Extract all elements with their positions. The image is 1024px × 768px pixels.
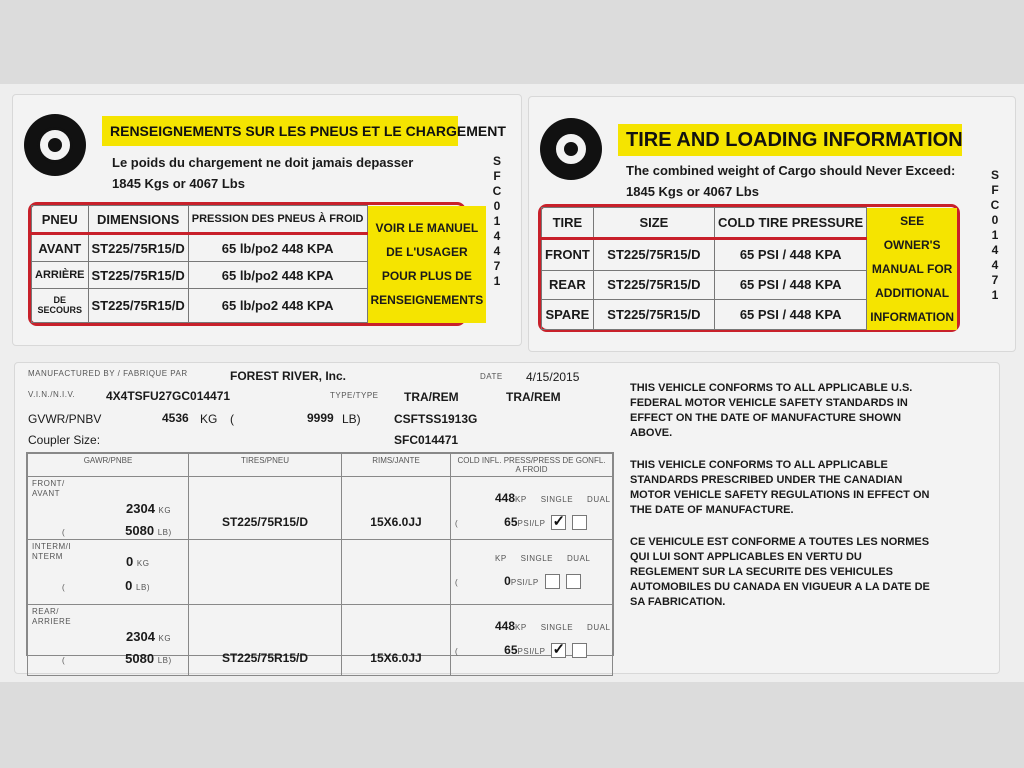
french-side-code-char: 0 (493, 199, 501, 213)
axle-pressure-cell (451, 477, 613, 540)
axle-table (26, 452, 614, 666)
french-side-code-char: 4 (493, 244, 501, 258)
english-side-code-char: 1 (991, 228, 999, 242)
kg-unit: KG (136, 559, 150, 568)
date-label: DATE (480, 372, 503, 381)
dual-label: DUAL (587, 623, 611, 632)
english-title: TIRE AND LOADING INFORMATION (618, 124, 962, 156)
row-front-label: FRONT (542, 239, 594, 270)
kp-unit: KP (495, 554, 507, 563)
french-side-code-char: S (492, 154, 501, 168)
axle-kg: 2304 (126, 629, 155, 644)
french-title: RENSEIGNEMENTS SUR LES PNEUS ET LE CHARGEMENT (102, 116, 458, 146)
tire-icon (24, 114, 86, 176)
axle-lb: 5080 (125, 523, 155, 538)
axle-rim-cell (342, 605, 451, 676)
header-rims: RIMS/JANTE (342, 454, 451, 477)
psi-unit: PSI/LP (510, 578, 539, 587)
french-side-code-char: 4 (493, 229, 501, 243)
axle-psi: 65 (504, 643, 518, 657)
axle-label: INTERM/I NTERM (32, 542, 72, 561)
notices (630, 381, 930, 627)
axle-psi: 0 (504, 574, 511, 588)
row-front-size: ST225/75R15/D (593, 239, 714, 270)
axle-gawr-cell (28, 605, 189, 676)
row-rear-pressure: 65 PSI / 448 KPA (715, 270, 867, 300)
axle-tire-cell (189, 477, 342, 540)
bottom-band (0, 682, 1024, 768)
kp-unit: KP (515, 623, 527, 632)
axle-tire-cell (189, 540, 342, 605)
axle-rim-cell (342, 477, 451, 540)
type-label: TYPE/TYPE (330, 391, 379, 400)
vin-value: 4X4TSFU27GC014471 (106, 389, 231, 403)
axle-rim-cell (342, 540, 451, 605)
header-dimensions: DIMENSIONS (88, 206, 188, 234)
french-side-code-char: 7 (493, 259, 501, 273)
gvwr-kg-unit: KG (200, 412, 218, 426)
axle-kpa: 448 (495, 491, 516, 505)
axle-label: REAR/ ARRIERE (32, 607, 72, 626)
header-size: SIZE (593, 208, 714, 239)
english-side-code-char: F (991, 183, 999, 197)
kp-unit: KP (515, 495, 527, 504)
lb-unit: LB) (136, 583, 150, 592)
english-side-code-char: C (990, 198, 1000, 212)
type-value-1: TRA/REM (404, 390, 459, 404)
row-secours-pressure: 65 lb/po2 448 KPA (188, 288, 367, 322)
english-warning-line2: 1845 Kgs or 4067 Lbs (626, 184, 759, 199)
french-warning-line1: Le poids du chargement ne doit jamais depasser (112, 155, 414, 170)
single-label: SINGLE (540, 623, 574, 632)
psi-unit: PSI/LP (517, 519, 546, 528)
row-rear-label: REAR (542, 270, 594, 300)
english-side-code-char: S (990, 168, 999, 182)
french-side-code-char: C (492, 184, 502, 198)
english-warning-line1: The combined weight of Cargo should Never Exceed: (626, 163, 956, 178)
english-manual-note: SEE OWNER'S MANUAL FOR ADDITIONAL INFORMATION (867, 208, 957, 330)
single-checkbox[interactable] (551, 643, 566, 658)
row-arriere-label: ARRIÈRE (32, 262, 89, 289)
dual-checkbox[interactable] (572, 643, 587, 658)
english-side-code-char: 4 (991, 258, 999, 272)
axle-row (28, 605, 613, 676)
single-checkbox[interactable] (551, 515, 566, 530)
single-checkbox[interactable] (545, 574, 560, 589)
manufacturer-label: MANUFACTURED BY / FABRIQUE PAR (28, 369, 188, 378)
gvwr-label: GVWR/PNBV (28, 412, 102, 426)
english-side-code-char: 4 (991, 243, 999, 257)
axle-row (28, 477, 613, 540)
axle-rim: 15X6.0JJ (370, 651, 422, 665)
row-avant-size: ST225/75R15/D (88, 234, 188, 262)
lb-unit: LB) (157, 656, 172, 665)
english-warning (626, 160, 955, 202)
axle-row (28, 540, 613, 605)
dual-label: DUAL (567, 554, 591, 563)
header-gawr: GAWR/PNBE (28, 454, 189, 477)
header-pressure: COLD INFL. PRESS/PRESS DE GONFL. A FROID (451, 454, 613, 477)
row-secours-size: ST225/75R15/D (88, 288, 188, 322)
kg-unit: KG (158, 506, 172, 515)
axle-gawr-cell (28, 477, 189, 540)
axle-rim: 15X6.0JJ (370, 515, 422, 529)
gvwr-kg: 4536 (162, 411, 189, 425)
dual-checkbox[interactable] (566, 574, 581, 589)
axle-label: FRONT/ AVANT (32, 479, 65, 498)
row-avant-pressure: 65 lb/po2 448 KPA (188, 234, 367, 262)
row-spare-pressure: 65 PSI / 448 KPA (715, 300, 867, 330)
english-side-code-char: 7 (991, 273, 999, 287)
type-value-2: TRA/REM (506, 390, 561, 404)
gvwr-lb: 9999 (307, 411, 334, 425)
french-manual-note: VOIR LE MANUEL DE L'USAGER POUR PLUS DE RENSEIGNEMENTS (367, 206, 486, 323)
coupler-label: Coupler Size: (28, 433, 101, 447)
axle-tire: ST225/75R15/D (221, 515, 309, 529)
french-side-code (490, 154, 504, 289)
axle-pressure-cell (451, 540, 613, 605)
french-side-code-char: F (493, 169, 501, 183)
french-warning-line2: 1845 Kgs or 4067 Lbs (112, 176, 245, 191)
single-label: SINGLE (540, 495, 574, 504)
axle-kg: 2304 (126, 501, 155, 516)
tire-icon (540, 118, 602, 180)
paren: ( (62, 583, 66, 592)
gvwr-lb-unit: LB) (342, 412, 361, 426)
row-secours-label: DE SECOURS (32, 288, 89, 322)
french-tire-table (28, 202, 484, 326)
french-warning (112, 152, 413, 194)
notice-fr: CE VEHICULE EST CONFORME A TOUTES LES NORMES QUI LUI SONT APPLICABLES EN VERTU DU REGLEMENT SUR LA SECURITE DES VEHICULES AUTOMOBILES DU CANADA EN VIGUEUR A LA DATE DE SA FABRICATION. (630, 536, 930, 608)
french-side-code-char: 1 (493, 274, 501, 288)
kg-unit: KG (158, 634, 172, 643)
axle-lb: 0 (125, 578, 133, 593)
row-rear-size: ST225/75R15/D (593, 270, 714, 300)
dual-label: DUAL (587, 495, 611, 504)
code-1: CSFTSS1913G (394, 412, 478, 426)
english-side-code-char: 1 (991, 288, 999, 302)
axle-gawr-cell (28, 540, 189, 605)
row-avant-label: AVANT (32, 234, 89, 262)
english-side-code (988, 168, 1002, 303)
gvwr-paren: ( (230, 412, 234, 426)
english-side-code-char: 0 (991, 213, 999, 227)
row-front-pressure: 65 PSI / 448 KPA (715, 239, 867, 270)
axle-tire: ST225/75R15/D (221, 651, 309, 665)
header-cold-pressure: COLD TIRE PRESSURE (715, 208, 867, 239)
axle-tire-cell (189, 605, 342, 676)
paren: ( (62, 656, 66, 665)
english-tire-table (538, 204, 960, 332)
vin-label: V.I.N./N.I.V. (28, 390, 76, 399)
header-pneu: PNEU (32, 206, 89, 234)
header-tires: TIRES/PNEU (189, 454, 342, 477)
axle-lb: 5080 (125, 651, 155, 666)
dual-checkbox[interactable] (572, 515, 587, 530)
row-arriere-size: ST225/75R15/D (88, 262, 188, 289)
code-2: SFC014471 (394, 433, 459, 447)
axle-pressure-cell (451, 605, 613, 676)
manufacturer: FOREST RIVER, Inc. (230, 369, 347, 383)
date-value: 4/15/2015 (526, 370, 580, 384)
axle-psi: 65 (504, 515, 518, 529)
single-label: SINGLE (520, 554, 554, 563)
lb-unit: LB) (157, 528, 172, 537)
row-spare-label: SPARE (542, 300, 594, 330)
header-tire: TIRE (542, 208, 594, 239)
axle-kpa: 448 (495, 619, 516, 633)
paren: ( (455, 578, 459, 587)
notice-ca: THIS VEHICLE CONFORMS TO ALL APPLICABLE STANDARDS PRESCRIBED UNDER THE CANADIAN MOTOR VEHICLE SAFETY REGULATIONS IN EFFECT ON THE DATE OF MANUFACTURE. (630, 459, 930, 516)
paren: ( (455, 647, 459, 656)
paren: ( (455, 519, 459, 528)
axle-kg: 0 (126, 554, 134, 569)
french-side-code-char: 1 (493, 214, 501, 228)
paren: ( (62, 528, 66, 537)
header-pression: PRESSION DES PNEUS À FROID (188, 206, 367, 234)
psi-unit: PSI/LP (517, 647, 546, 656)
notice-us: THIS VEHICLE CONFORMS TO ALL APPLICABLE U.S. FEDERAL MOTOR VEHICLE SAFETY STANDARDS IN EFFECT ON THE DATE OF MANUFACTURE SHOWN ABOVE. (630, 382, 913, 439)
row-spare-size: ST225/75R15/D (593, 300, 714, 330)
row-arriere-pressure: 65 lb/po2 448 KPA (188, 262, 367, 289)
